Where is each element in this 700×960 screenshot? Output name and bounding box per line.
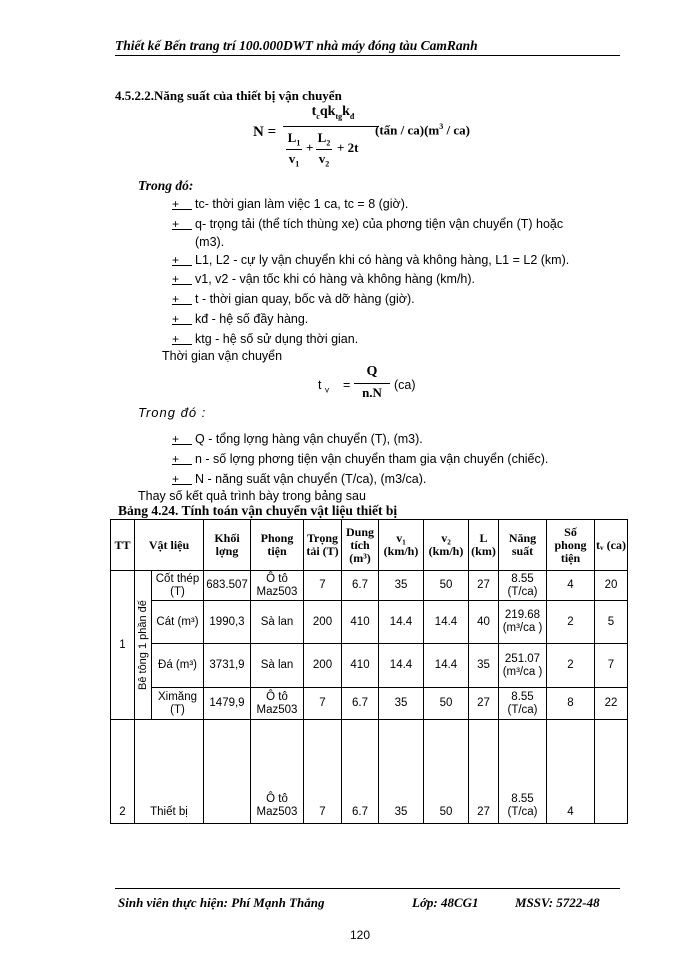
cell-qty: 1479,9 <box>204 688 251 720</box>
cell-qty: 3731,9 <box>204 644 251 688</box>
cell-time: 22 <box>595 688 628 720</box>
f2-lhs: t $_v$ <box>318 378 329 395</box>
footer-rule <box>115 888 620 889</box>
cell-time <box>595 720 628 824</box>
cell-volume: 410 <box>342 601 379 644</box>
den-v1: $v_1$ <box>288 151 300 169</box>
page-number: 120 <box>350 928 371 942</box>
where-label-2: Trong đó : <box>138 405 207 420</box>
f2-numerator: Q <box>366 364 378 379</box>
table-row <box>111 601 628 644</box>
materials-table <box>110 519 628 824</box>
cell-v2: 50 <box>424 571 469 601</box>
cell-v2: 50 <box>424 720 469 824</box>
time-label: Thời gian vận chuyển <box>162 349 283 363</box>
footer-mssv: MSSV: 5722-48 <box>515 895 600 910</box>
where1-item-4: + v1, v2 - vận tốc khi có hàng và không hàng (km/h). <box>172 272 476 286</box>
f2-unit: (ca) <box>394 378 416 392</box>
table-row <box>111 720 628 824</box>
cell-v1: 35 <box>379 688 424 720</box>
cell-qty <box>204 720 251 824</box>
th-vehicle: Phong tiện <box>251 520 304 571</box>
cell-volume: 6.7 <box>342 688 379 720</box>
cell-load: 7 <box>304 571 342 601</box>
th-vehicle-count: Số phong tiện <box>547 520 595 571</box>
cell-vehicle: Ô tô Maz503 <box>251 688 304 720</box>
th-material: Vật liệu <box>135 520 204 571</box>
th-length: L (km) <box>469 520 499 571</box>
cell-count: 8 <box>547 688 595 720</box>
footer-class: Lớp: 48CG1 <box>412 895 479 910</box>
th-time: tᵥ (ca) <box>595 520 628 571</box>
where2-item-3: + N - năng suất vận chuyển (T/ca), (m3/ca). <box>172 472 427 486</box>
row-tt: 2 <box>111 720 135 824</box>
row-tt: 1 <box>111 571 135 720</box>
formula-time <box>318 364 468 406</box>
cell-count: 4 <box>547 720 595 824</box>
table-row <box>111 688 628 720</box>
th-v1: v₁ (km/h) <box>379 520 424 571</box>
where1-item-2-cont: (m3). <box>195 235 225 249</box>
cell-time: 20 <box>595 571 628 601</box>
cell-count: 2 <box>547 601 595 644</box>
footer-student: Sinh viên thực hiện: Phí Mạnh Thắng <box>118 895 325 910</box>
table-header-row <box>111 520 628 571</box>
den-plus: + <box>306 140 314 155</box>
cell-load: 7 <box>304 720 342 824</box>
cell-count: 2 <box>547 644 595 688</box>
den-L2: $L_2$ <box>317 130 331 148</box>
group-label-cell <box>135 571 152 720</box>
formula-productivity <box>253 104 513 174</box>
group-label: Bê tông 1 phần đế <box>136 600 149 690</box>
den-bar-2 <box>316 149 332 150</box>
cell-volume: 410 <box>342 644 379 688</box>
where1-item-1: + tc- thời gian làm việc 1 ca, tc = 8 (giờ). <box>172 197 409 211</box>
where1-item-2: + q- trọng tải (thể tích thùng xe) của phơng tiện vận chuyển (T) hoặc <box>172 217 564 231</box>
cell-time: 5 <box>595 601 628 644</box>
where2-item-2: + n - số lợng phơng tiện vận chuyển tham gia vận chuyển (chiếc). <box>172 452 549 466</box>
th-productivity: Năng suất <box>499 520 547 571</box>
table-row <box>111 644 628 688</box>
formula-lhs: N = <box>253 124 277 140</box>
cell-qty: 1990,3 <box>204 601 251 644</box>
where1-item-7: + ktg - hệ số sử dụng thời gian. <box>172 332 359 346</box>
cell-time: 7 <box>595 644 628 688</box>
formula-fraction-bar <box>283 126 379 127</box>
cell-productivity: 8.55 (T/ca) <box>499 720 547 824</box>
table-intro-note: Thay số kết quả trình bày trong bảng sau <box>138 489 366 503</box>
where1-item-6: + kđ - hệ số đầy hàng. <box>172 312 309 326</box>
cell-material: Thiết bị <box>135 720 204 824</box>
table-row <box>111 571 628 601</box>
cell-vehicle: Ô tô Maz503 <box>251 720 304 824</box>
th-load: Trọng tải (T) <box>304 520 342 571</box>
den-plus-2t: + 2t <box>337 140 359 155</box>
th-v2: v₂ (km/h) <box>424 520 469 571</box>
cell-load: 200 <box>304 644 342 688</box>
cell-v1: 35 <box>379 571 424 601</box>
cell-load: 200 <box>304 601 342 644</box>
cell-material: Ximăng (T) <box>152 688 204 720</box>
cell-qty: 683.507 <box>204 571 251 601</box>
f2-eq: = <box>343 378 351 392</box>
where1-item-5: + t - thời gian quay, bốc và dỡ hàng (giờ). <box>172 292 415 306</box>
where2-item-1: + Q - tổng lợng hàng vận chuyển (T), (m3). <box>172 432 423 446</box>
cell-productivity: 8.55 (T/ca) <box>499 571 547 601</box>
cell-v1: 35 <box>379 720 424 824</box>
formula-units: (tấn / $ca)(m^3 / ca)$ <box>375 122 470 138</box>
page-header-title: Thiết kế Bến trang trí 100.000DWT nhà máy đóng tàu CamRanh <box>115 38 478 53</box>
cell-v2: 50 <box>424 688 469 720</box>
table-caption: Bảng 4.24. Tính toán vận chuyển vật liệu thiết bị <box>118 503 398 518</box>
th-tt: TT <box>111 520 135 571</box>
cell-length: 35 <box>469 644 499 688</box>
formula-numerator: $t_cqk_{tg}k_đ$ <box>311 104 355 121</box>
th-qty: Khối lợng <box>204 520 251 571</box>
section-heading: 4.5.2.2.Năng suất của thiết bị vận chuyển <box>115 88 342 103</box>
cell-length: 27 <box>469 688 499 720</box>
cell-v1: 14.4 <box>379 601 424 644</box>
where-label-1: Trong đó: <box>138 178 194 193</box>
f2-denominator: n.N <box>362 385 382 400</box>
cell-count: 4 <box>547 571 595 601</box>
cell-productivity: 8.55 (T/ca) <box>499 688 547 720</box>
cell-v2: 14.4 <box>424 601 469 644</box>
cell-vehicle: Sà lan <box>251 644 304 688</box>
den-L1: $L_1$ <box>287 130 301 148</box>
header-rule <box>115 55 620 56</box>
cell-volume: 6.7 <box>342 571 379 601</box>
cell-v2: 14.4 <box>424 644 469 688</box>
cell-length: 27 <box>469 720 499 824</box>
cell-load: 7 <box>304 688 342 720</box>
cell-productivity: 251.07 (m³/ca ) <box>499 644 547 688</box>
den-v2: $v_2$ <box>318 151 330 169</box>
cell-vehicle: Ô tô Maz503 <box>251 571 304 601</box>
cell-material: Đá (m³) <box>152 644 204 688</box>
cell-length: 27 <box>469 571 499 601</box>
cell-v1: 14.4 <box>379 644 424 688</box>
cell-productivity: 219.68 (m³/ca ) <box>499 601 547 644</box>
where1-item-3: + L1, L2 - cự ly vận chuyển khi có hàng và không hàng, L1 = L2 (km). <box>172 253 570 267</box>
den-bar-1 <box>286 149 302 150</box>
cell-vehicle: Sà lan <box>251 601 304 644</box>
cell-material: Cốt thép (T) <box>152 571 204 601</box>
cell-volume: 6.7 <box>342 720 379 824</box>
cell-material: Cát (m³) <box>152 601 204 644</box>
cell-length: 40 <box>469 601 499 644</box>
th-volume: Dung tích (m³) <box>342 520 379 571</box>
f2-fraction-bar <box>354 383 390 384</box>
